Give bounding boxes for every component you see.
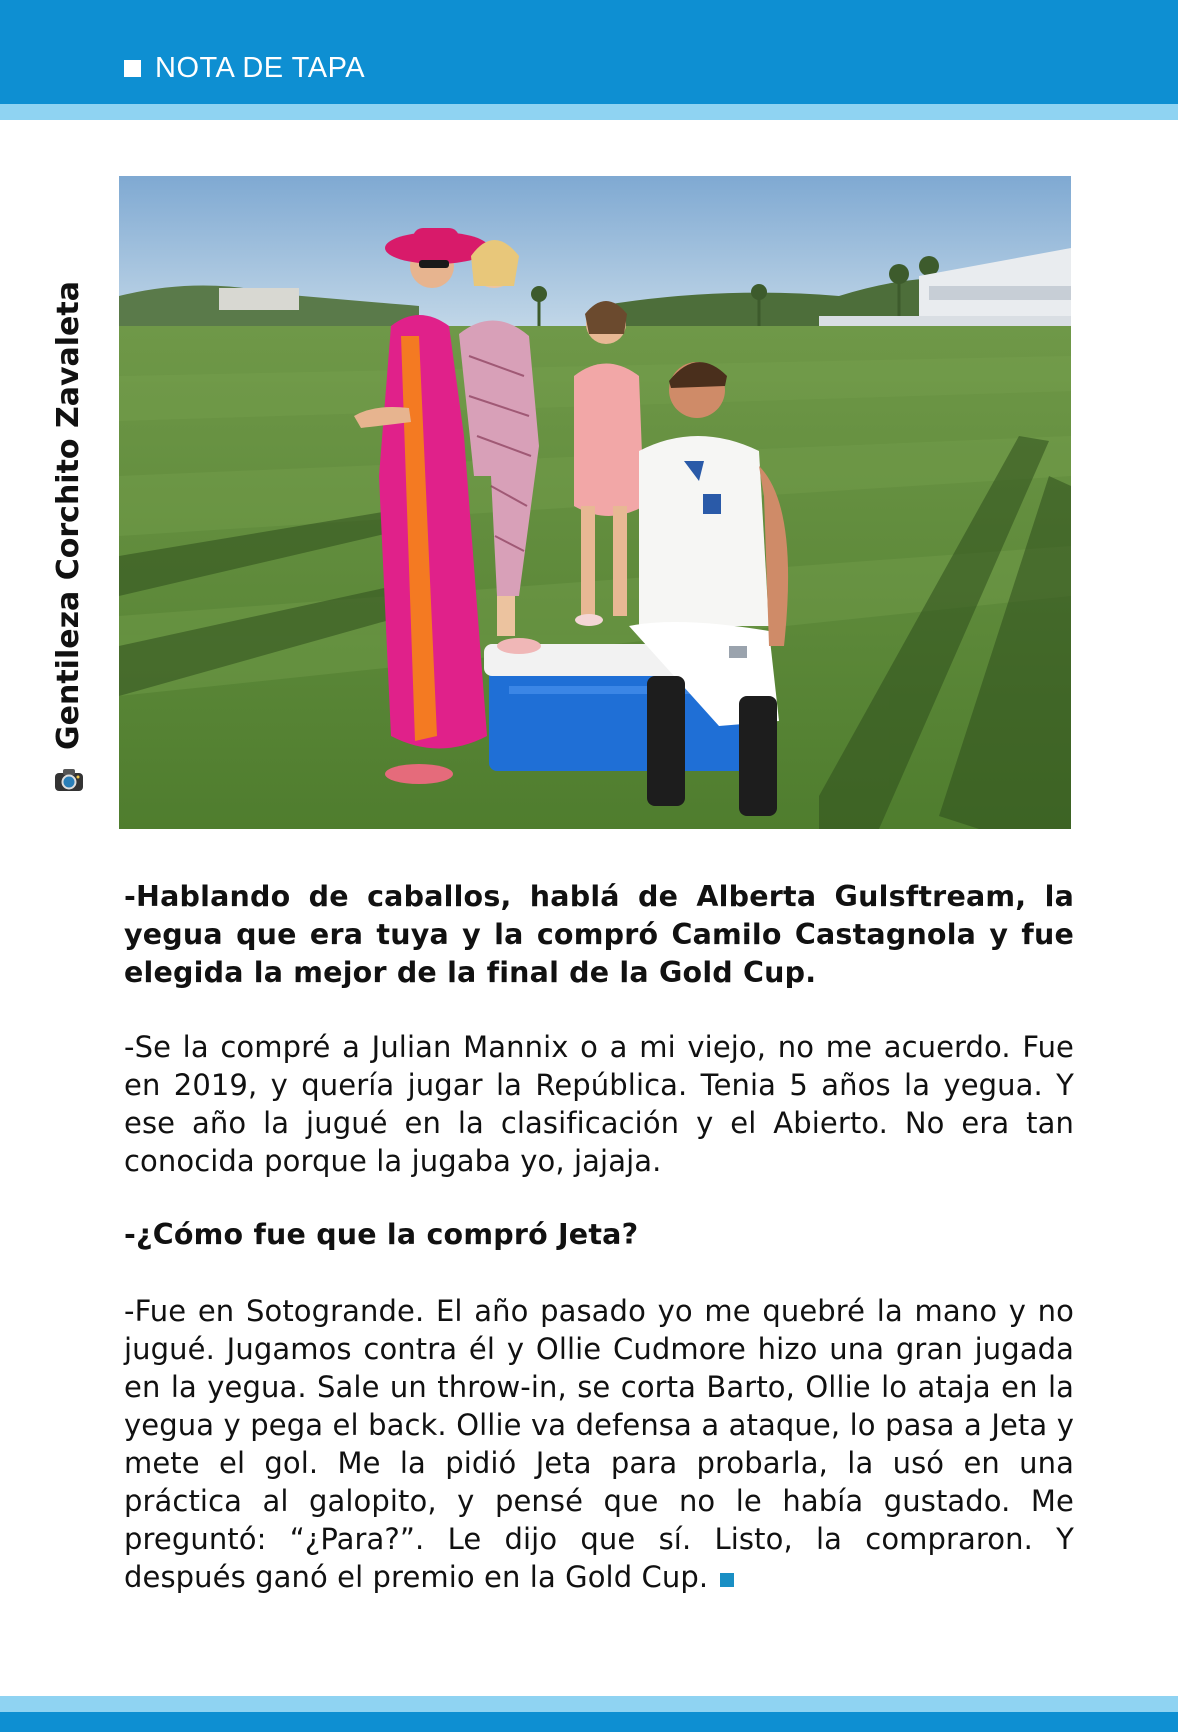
- end-of-article-icon: [720, 1573, 734, 1587]
- answer-2: [124, 1292, 1074, 1596]
- square-bullet-icon: [124, 60, 141, 77]
- question-2: -¿Cómo fue que la compró Jeta?: [124, 1218, 639, 1251]
- photo-credit-text: Gentileza Corchito Zavaleta: [50, 280, 86, 750]
- section-title: NOTA DE TAPA: [155, 51, 366, 84]
- footer-bar: [0, 1712, 1178, 1732]
- article-body: [124, 878, 1074, 1596]
- question-1: -Hablando de caballos, hablá de Alberta Gulsftream, la yegua que era tuya y la compró Camilo Castagnola y fue elegida la mejor de la final de la Gold Cup.: [124, 880, 1074, 989]
- camera-icon: [53, 764, 83, 788]
- answer-2-text: -Fue en Sotogrande. El año pasado yo me quebré la mano y no jugué. Jugamos contra él y Ollie Cudmore hizo una gran jugada en la yegua. Sale un throw-in, se corta Barto, Ollie lo ataja en la yegua y pega el back. Ollie va defensa a ataque, lo pasa a Jeta y mete el gol. Me la pidió Jeta para probarla, la usó en una práctica al galopito, y pensé que no le había gustado. Me preguntó: “¿Para?”. Le dijo que sí. Listo, la compraron. Y después ganó el premio en la Gold Cup.: [124, 1294, 1074, 1594]
- header-stripe: [0, 104, 1178, 120]
- section-label: [124, 48, 365, 88]
- answer-1: -Se la compré a Julian Mannix o a mi viejo, no me acuerdo. Fue en 2019, y quería jugar la República. Tenia 5 años la yegua. Y ese año la jugué en la clasificación y el Abierto. No era tan conocida porque la jugaba yo, jajaja.: [124, 1030, 1074, 1178]
- photo-credit: [48, 246, 88, 826]
- footer-stripe: [0, 1696, 1178, 1712]
- article-photo: [119, 176, 1071, 829]
- family-polo-field-photo: [119, 176, 1071, 829]
